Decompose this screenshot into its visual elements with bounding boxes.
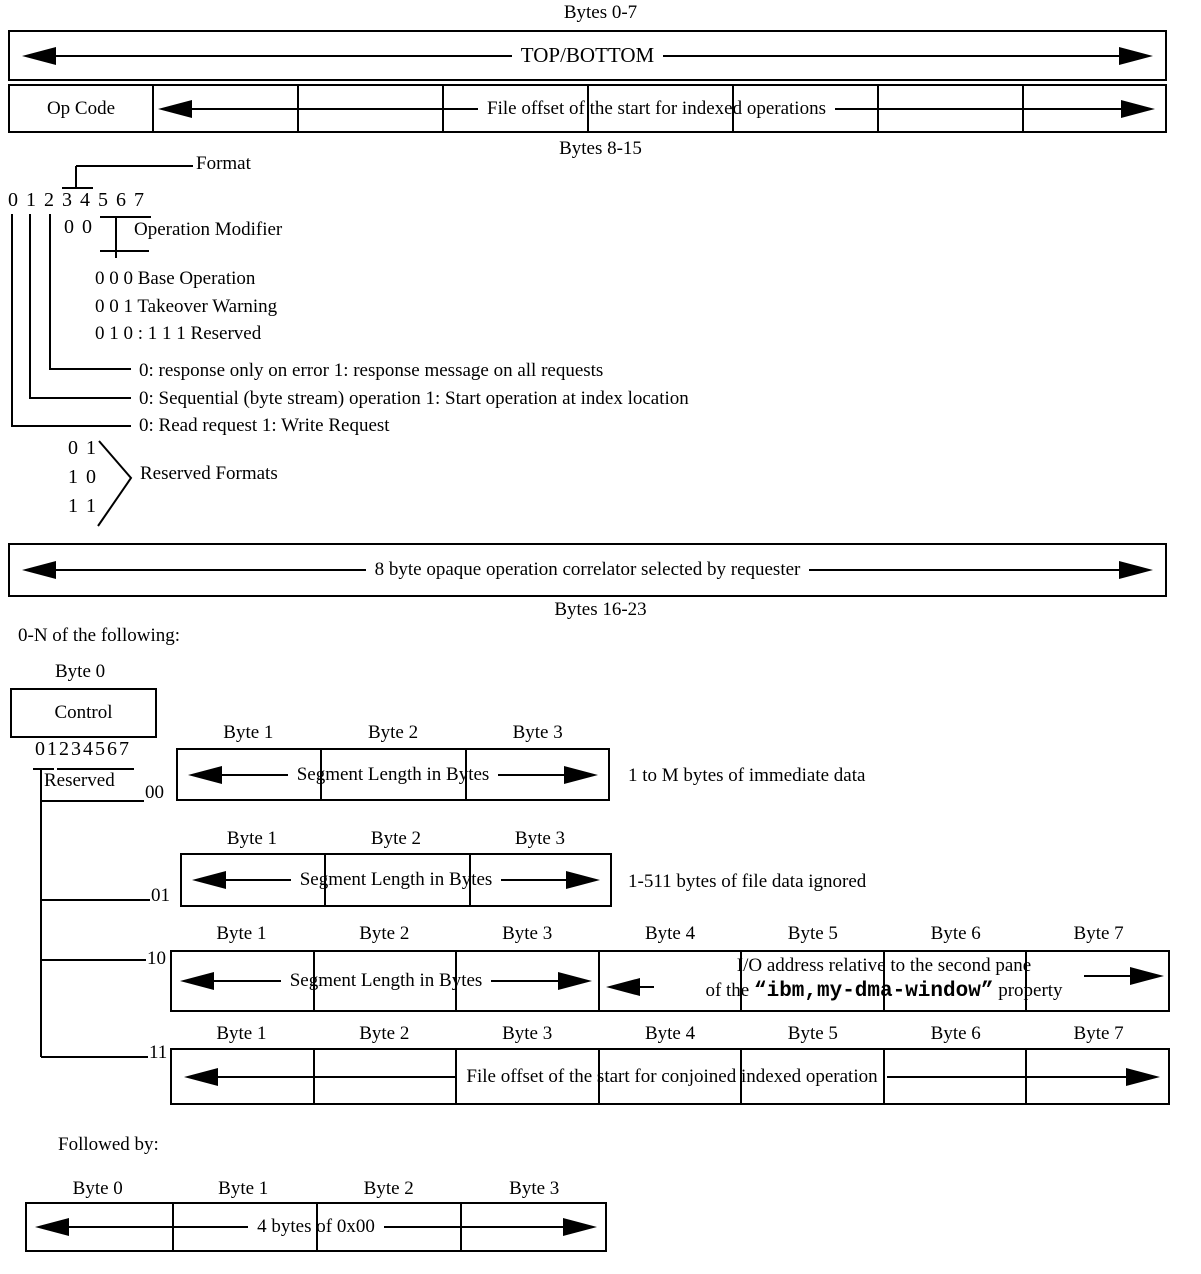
io-line2-prefix: of the (705, 980, 754, 1001)
byte-header: Byte 2 (359, 923, 410, 944)
trailer-box (25, 1202, 607, 1252)
byte-header: Byte 5 (787, 923, 838, 944)
byte-header: Byte 2 (359, 1023, 410, 1044)
correlator-box (8, 543, 1167, 597)
arrow-left-icon (188, 766, 222, 784)
trailer-byte-headers (25, 1178, 607, 1200)
byte-header: Byte 7 (1073, 1023, 1124, 1044)
arrow-left-icon (22, 47, 56, 65)
bit-1-description: 0: Sequential (byte stream) operation 1: Start operation at index location (139, 388, 689, 409)
segment-length-label: Segment Length in Bytes (289, 970, 483, 992)
arrow-right-icon (564, 766, 598, 784)
segment-length-arrow (188, 750, 598, 799)
correlator-arrow (22, 545, 1153, 595)
reserved-format-01: 0 1 (68, 437, 96, 459)
operation-modifier-label: Operation Modifier (134, 219, 283, 240)
trailer-arrow (35, 1204, 597, 1250)
top-bottom-box (8, 30, 1167, 81)
row-00-byte-headers (176, 722, 610, 744)
io-address-region (600, 952, 1168, 1010)
conjoined-offset-arrow (184, 1050, 1160, 1103)
branch-code-10: 10 (147, 948, 166, 969)
format-bits-value: 0 0 (64, 216, 92, 238)
io-address-line2 (600, 980, 1168, 1004)
byte-header: Byte 1 (223, 722, 274, 743)
byte-header: Byte 2 (363, 1178, 414, 1199)
arrow-right-icon (1121, 100, 1155, 118)
reserved-format-10: 1 0 (68, 466, 96, 488)
branch-code-00: 00 (145, 782, 164, 803)
arrow-left-icon (184, 1068, 218, 1086)
conjoined-offset-label: File offset of the start for conjoined indexed operation (466, 1065, 878, 1087)
arrow-right-icon (563, 1218, 597, 1236)
arrow-left-icon (180, 972, 214, 990)
control-label: Control (54, 702, 113, 724)
arrow-right-icon (558, 972, 592, 990)
io-address-line1: I/O address relative to the second pane (736, 955, 1032, 976)
byte-header: Byte 3 (514, 828, 566, 849)
byte-header: Byte 1 (216, 1023, 267, 1044)
control-reserved-label: Reserved (44, 770, 115, 791)
row-01-note: 1-511 bytes of file data ignored (628, 871, 867, 892)
arrow-right-icon (1119, 47, 1153, 65)
reserved-format-11: 1 1 (68, 495, 96, 517)
io-right-arrow (1084, 967, 1164, 985)
byte-header: Byte 5 (787, 1023, 838, 1044)
segment-length-label: Segment Length in Bytes (299, 869, 493, 891)
arrow-right-icon (566, 871, 600, 889)
dma-window-property: “ibm,my-dma-window” (753, 980, 994, 1003)
byte-header: Byte 2 (370, 828, 422, 849)
trailer-label: 4 bytes of 0x00 (257, 1216, 375, 1238)
arrow-right-icon (1119, 561, 1153, 579)
byte-header: Byte 4 (644, 1023, 696, 1044)
op-code-label: Op Code (46, 97, 116, 119)
byte-header: Byte 3 (502, 1023, 553, 1044)
bytes-8-15-label: Bytes 8-15 (559, 138, 642, 159)
byte-header: Byte 6 (930, 1023, 981, 1044)
segment-length-arrow (192, 855, 600, 905)
io-line2-suffix: property (993, 980, 1063, 1001)
row-11-box (170, 1048, 1170, 1105)
file-offset-label: File offset of the start for indexed operations (487, 97, 826, 119)
reserved-formats-label: Reserved Formats (140, 463, 278, 484)
arrow-right-icon (1126, 1068, 1160, 1086)
file-offset-arrow (158, 86, 1155, 131)
modifier-value-takeover: 0 0 1 Takeover Warning (95, 296, 278, 317)
row-10-box (170, 950, 1170, 1012)
row-01-byte-headers (180, 828, 612, 850)
arrow-left-icon (22, 561, 56, 579)
row-11-byte-headers (170, 1023, 1170, 1045)
op-code-cell (10, 86, 152, 131)
control-box (10, 688, 157, 738)
followed-by-label: Followed by: (58, 1134, 159, 1155)
row-00-box (176, 748, 610, 801)
arrow-left-icon (606, 978, 640, 996)
byte-header: Byte 1 (226, 828, 278, 849)
modifier-value-base: 0 0 0 Base Operation (95, 268, 256, 289)
io-left-arrow (606, 978, 654, 996)
byte-header: Byte 2 (367, 722, 419, 743)
bytes-0-7-label: Bytes 0-7 (563, 2, 638, 23)
segment-length-arrow (180, 952, 592, 1010)
format-label: Format (196, 153, 251, 174)
top-bottom-arrow (22, 32, 1153, 79)
byte-header: Byte 4 (644, 923, 696, 944)
bit-numbers: 0 1 2 3 4 5 6 7 (8, 189, 144, 211)
row-10-byte-headers (170, 923, 1170, 945)
correlator-label: 8 byte opaque operation correlator selected by requester (374, 559, 801, 581)
byte-header: Byte 6 (930, 923, 981, 944)
bytes-16-23-label: Bytes 16-23 (554, 599, 647, 620)
byte-header: Byte 7 (1073, 923, 1124, 944)
arrow-left-icon (35, 1218, 69, 1236)
row-00-note: 1 to M bytes of immediate data (628, 765, 866, 786)
arrow-left-icon (192, 871, 226, 889)
modifier-value-reserved: 0 1 0 : 1 1 1 Reserved (95, 323, 262, 344)
control-bit-numbers: 01234567 (35, 738, 131, 760)
arrow-left-icon (158, 100, 192, 118)
byte-header: Byte 1 (216, 923, 267, 944)
arrow-right-icon (1130, 967, 1164, 985)
byte-header: Byte 0 (72, 1178, 123, 1199)
bit-2-description: 0: response only on error 1: response message on all requests (139, 360, 604, 381)
branch-code-11: 11 (149, 1042, 168, 1063)
byte-header: Byte 3 (512, 722, 563, 743)
top-bottom-label: TOP/BOTTOM (520, 43, 655, 68)
repeat-note: 0-N of the following: (18, 625, 181, 646)
byte-header: Byte 1 (218, 1178, 269, 1199)
byte-header: Byte 3 (502, 923, 553, 944)
branch-code-01: 01 (151, 885, 170, 906)
bit-0-description: 0: Read request 1: Write Request (139, 415, 390, 436)
op-code-row-box (8, 84, 1167, 133)
row-01-box (180, 853, 612, 907)
byte-header: Byte 3 (509, 1178, 560, 1199)
segment-length-label: Segment Length in Bytes (296, 763, 490, 785)
control-byte-0-header: Byte 0 (55, 661, 106, 682)
